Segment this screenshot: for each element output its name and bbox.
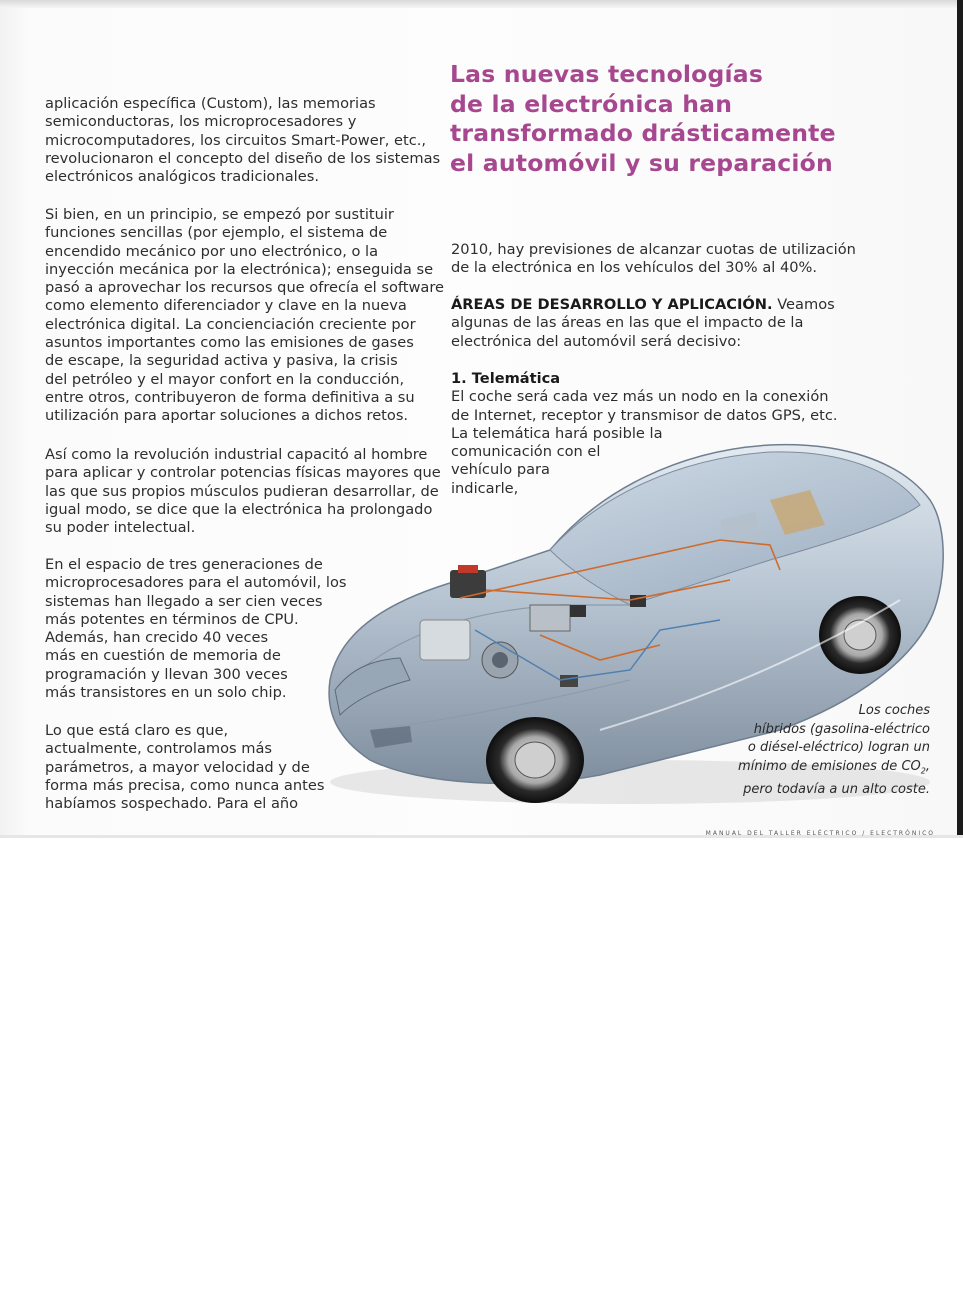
text-line: las que sus propios músculos pudieran desarrollar, de (45, 482, 439, 500)
caption-line: Los coches (858, 703, 930, 718)
text-line: utilización para aportar soluciones a dichos retos. (45, 407, 409, 425)
scan-top-edge (0, 0, 963, 8)
text-line: microcomputadores, los circuitos Smart-Power, etc., (45, 131, 426, 149)
caption-line: o diésel-eléctrico) logran un (747, 740, 930, 755)
left-paragraph-2 (45, 206, 444, 426)
text-line: semiconductoras, los microprocesadores y (45, 113, 357, 131)
text-line: su poder intelectual. (45, 519, 196, 537)
headline-line: de la electrónica han (450, 89, 733, 118)
text-line: La telemática hará posible la (451, 424, 663, 442)
text-line: 2010, hay previsiones de alcanzar cuotas de utilización (451, 241, 856, 258)
text-line: aplicación específica (Custom), las memorias (45, 95, 376, 112)
text-line: actualmente, controlamos más (45, 740, 273, 758)
text-line: comunicación con el (451, 443, 601, 461)
text-line: microprocesadores para el automóvil, los (45, 574, 347, 592)
text-line: del petróleo y el mayor confort en la conducción, (45, 370, 405, 388)
text-line: sistemas han llegado a ser cien veces (45, 592, 323, 610)
text-line: asuntos importantes como las emisiones de gases (45, 334, 414, 352)
headline-line: Las nuevas tecnologías (450, 60, 764, 88)
text-line: pasó a aprovechar los recursos que ofrecía el software (45, 279, 445, 297)
text-line: para aplicar y controlar potencias físicas mayores que (45, 464, 441, 482)
text-line: Lo que está claro es que, (45, 722, 229, 739)
caption-comma: , (925, 758, 930, 774)
text-line: de la electrónica en los vehículos del 30% al 40%. (451, 259, 818, 277)
text-line: Así como la revolución industrial capacitó al hombre (45, 446, 428, 463)
left-paragraph-4 (45, 556, 346, 702)
text-line: revolucionaron el concepto del diseño de los sistemas (45, 149, 441, 167)
page-footer: MANUAL DEL TALLER ELÉCTRICO / ELECTRÓNICO (705, 830, 935, 837)
areas-paragraph (451, 296, 835, 351)
article-headline (450, 60, 836, 178)
text-line: En el espacio de tres generaciones de (45, 556, 323, 573)
headline-line: el automóvil y su reparación (450, 148, 833, 177)
text-line: como elemento diferenciador y clave en la nueva (45, 297, 407, 315)
caption-co2-text: mínimo de emisiones de CO (738, 758, 921, 774)
text-line: algunas de las áreas en las que el impacto de la (451, 314, 804, 332)
areas-heading: ÁREAS DE DESARROLLO Y APLICACIÓN. (451, 296, 773, 313)
text-line: más transistores en un solo chip. (45, 684, 287, 702)
text-line: habíamos sospechado. Para el año (45, 795, 299, 813)
text-line: forma más precisa, como nunca antes (45, 776, 325, 794)
text-line: inyección mecánica por la electrónica); enseguida se (45, 260, 434, 278)
image-caption (738, 702, 930, 799)
text-line: de Internet, receptor y transmisor de datos GPS, etc. (451, 406, 838, 424)
text-line: El coche será cada vez más un nodo en la conexión (451, 388, 829, 406)
left-paragraph-3 (45, 446, 441, 537)
text-line: programación y llevan 300 veces (45, 665, 288, 683)
text-line: electrónica digital. La concienciación creciente por (45, 315, 416, 333)
text-line: electrónica del automóvil será decisivo: (451, 332, 742, 350)
text-line: funciones sencillas (por ejemplo, el sistema de (45, 224, 388, 242)
text-line: Si bien, en un principio, se empezó por sustituir (45, 206, 394, 223)
telematica-heading: 1. Telemática (451, 370, 561, 387)
text-line: vehículo para (451, 461, 550, 479)
left-paragraph-1 (45, 95, 440, 186)
text-line: más potentes en términos de CPU. (45, 610, 299, 628)
areas-lead: Veamos (772, 296, 835, 313)
text-line: Además, han crecido 40 veces (45, 629, 269, 647)
text-line (451, 296, 835, 314)
caption-line: pero todavía a un alto coste. (743, 781, 930, 797)
text-line: encendido mecánico por uno electrónico, o la (45, 242, 379, 260)
left-paragraph-5 (45, 722, 324, 813)
caption-subscript: 2 (920, 766, 926, 776)
text-line: más en cuestión de memoria de (45, 647, 281, 665)
headline-line: transformado drásticamente (450, 119, 836, 148)
caption-line: híbridos (gasolina-eléctrico (753, 721, 930, 737)
text-line: indicarle, (451, 479, 519, 497)
telematica-paragraph (451, 370, 838, 498)
caption-line (738, 758, 930, 781)
right-paragraph-1 (451, 241, 856, 278)
text-line: entre otros, contribuyeron de forma definitiva a su (45, 388, 415, 406)
text-line: electrónicos analógicos tradicionales. (45, 168, 319, 186)
text-line: de escape, la seguridad activa y pasiva, la crisis (45, 352, 398, 370)
text-line: igual modo, se dice que la electrónica ha prolongado (45, 500, 433, 518)
text-line: parámetros, a mayor velocidad y de (45, 758, 310, 776)
